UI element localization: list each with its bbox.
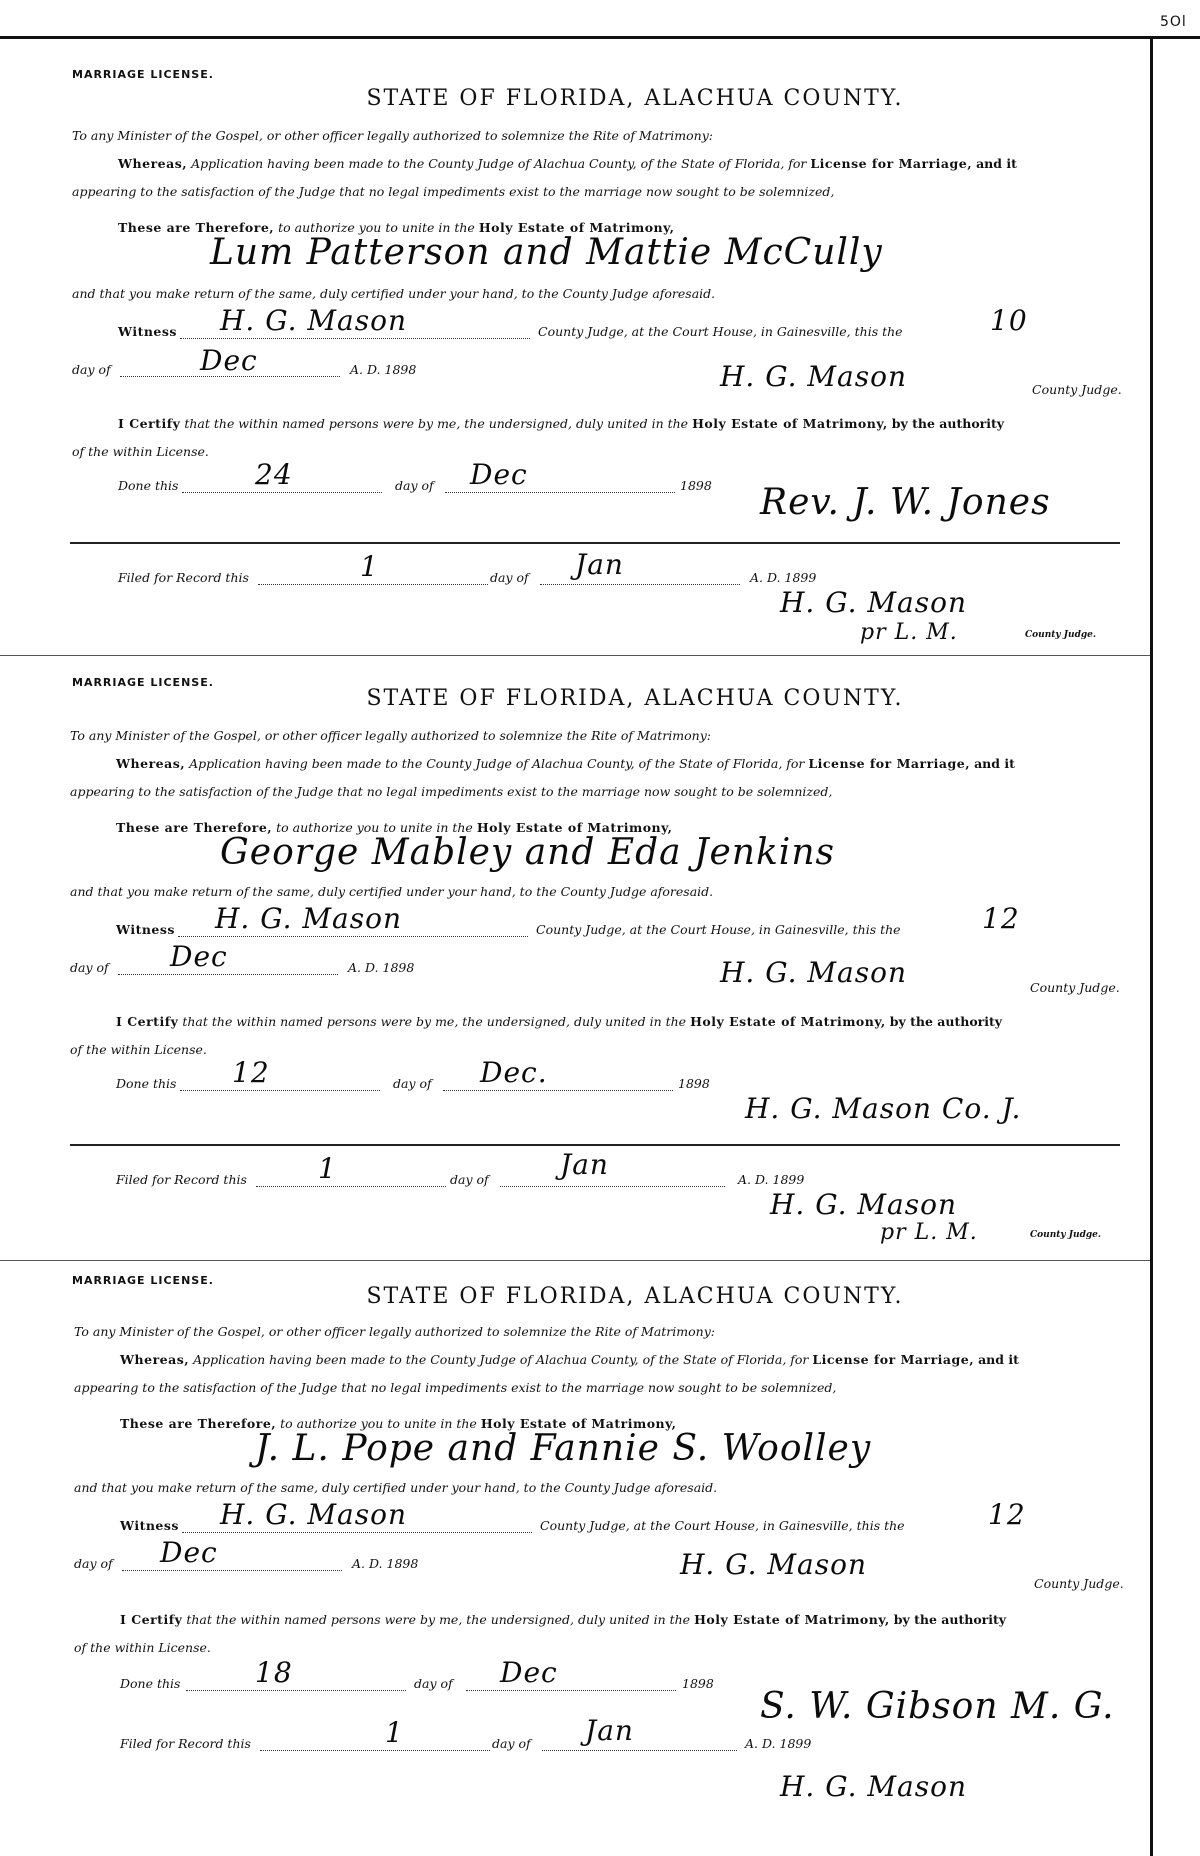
officiant-signature: S. W. Gibson M. G. [760, 1686, 1115, 1727]
license-divider [0, 1260, 1150, 1261]
filed-signature-initials: pr L. M. [880, 1220, 978, 1245]
to-minister-line: To any Minister of the Gospel, or other officer legally authorized to solemnize the Rite of Matrimony: [72, 128, 713, 143]
officiant-signature: H. G. Mason Co. J. [745, 1092, 1022, 1125]
witness-label: Witness [116, 922, 175, 937]
witness-signature: H. G. Mason [215, 902, 403, 935]
return-line: and that you make return of the same, duly certified under your hand, to the County Judge aforesaid. [72, 286, 716, 301]
done-year: 1898 [680, 478, 712, 493]
marriage-license-label: MARRIAGE LICENSE. [72, 676, 214, 689]
witness-dotted-line [180, 338, 530, 339]
marriage-license-label: MARRIAGE LICENSE. [72, 1274, 214, 1287]
corner-mark: 5Ol [1160, 14, 1187, 30]
day-of-label: day of [74, 1556, 113, 1571]
filed-signature: H. G. Mason [770, 1188, 958, 1221]
county-judge-label: County Judge. [1034, 1576, 1124, 1591]
done-day-of-label: day of [414, 1676, 453, 1691]
done-day-dotted-line [182, 492, 382, 493]
ad-year: A. D. 1898 [348, 960, 415, 975]
filed-month: Jan [575, 548, 624, 581]
filed-signature: H. G. Mason [780, 1770, 968, 1803]
filed-signature-initials: pr L. M. [860, 620, 958, 645]
these-are-line: These are Therefore, to authorize you to unite in the Holy Estate of Matrimony, [118, 220, 675, 235]
license-heading: STATE OF FLORIDA, ALACHUA COUNTY. [366, 86, 904, 111]
return-line: and that you make return of the same, duly certified under your hand, to the County Judge aforesaid. [70, 884, 714, 899]
these-are-line: These are Therefore, to authorize you to unite in the Holy Estate of Matrimony, [116, 820, 673, 835]
marriage-license-3 [0, 1262, 1150, 1856]
return-line: and that you make return of the same, duly certified under your hand, to the County Judge aforesaid. [74, 1480, 718, 1495]
witness-dotted-line [178, 936, 528, 937]
done-day-of-label: day of [395, 478, 434, 493]
county-judge-court-text: County Judge, at the Court House, in Gainesville, this the [538, 324, 903, 339]
license-heading: STATE OF FLORIDA, ALACHUA COUNTY. [366, 1284, 904, 1309]
filed-month-dotted-line [500, 1186, 725, 1187]
couple-names: George Mabley and Eda Jenkins [220, 832, 835, 873]
license-divider [0, 655, 1150, 656]
filed-for-record-label: Filed for Record this [118, 570, 249, 585]
month-value: Dec [160, 1536, 218, 1569]
county-judge-court-text: County Judge, at the Court House, in Gainesville, this the [540, 1518, 905, 1533]
filed-ad-year: A. D. 1899 [745, 1736, 812, 1751]
judge-signature: H. G. Mason [720, 956, 908, 989]
witness-label: Witness [118, 324, 177, 339]
month-dotted-line [120, 376, 340, 377]
of-within-line: of the within License. [72, 444, 209, 459]
filed-day-dotted-line [256, 1186, 446, 1187]
ad-year: A. D. 1898 [350, 362, 417, 377]
judge-signature: H. G. Mason [680, 1548, 868, 1581]
done-year: 1898 [682, 1676, 714, 1691]
witness-label: Witness [120, 1518, 179, 1533]
license-heading: STATE OF FLORIDA, ALACHUA COUNTY. [366, 686, 904, 711]
appearing-line: appearing to the satisfaction of the Judge that no legal impediments exist to the marriage now sought to be solemnized, [74, 1380, 837, 1395]
couple-names: Lum Patterson and Mattie McCully [210, 232, 883, 273]
filed-month: Jan [560, 1148, 609, 1181]
page-right-border [1150, 36, 1153, 1856]
filed-day-dotted-line [260, 1750, 490, 1751]
filed-ad-year: A. D. 1899 [738, 1172, 805, 1187]
of-within-line: of the within License. [70, 1042, 207, 1057]
couple-names: J. L. Pope and Fannie S. Woolley [255, 1428, 872, 1469]
day-number: 12 [982, 902, 1020, 935]
month-dotted-line [118, 974, 338, 975]
month-dotted-line [122, 1570, 342, 1571]
done-month: Dec [470, 458, 528, 491]
county-judge-label: County Judge. [1032, 382, 1122, 397]
month-value: Dec [200, 344, 258, 377]
filed-day-of-label: day of [492, 1736, 531, 1751]
done-month-dotted-line [466, 1690, 676, 1691]
done-day-of-label: day of [393, 1076, 432, 1091]
whereas-line: Whereas, Application having been made to the County Judge of Alachua County, of the State of Florida, for License for Marriage, and it [116, 756, 1015, 771]
marriage-license-label: MARRIAGE LICENSE. [72, 68, 214, 81]
certify-line: I Certify that the within named persons were by me, the undersigned, duly united in the Holy Estate of Matrimony, by the authority [116, 1014, 1003, 1029]
done-year: 1898 [678, 1076, 710, 1091]
done-this-label: Done this [118, 478, 179, 493]
day-of-label: day of [70, 960, 109, 975]
month-value: Dec [170, 940, 228, 973]
done-this-label: Done this [116, 1076, 177, 1091]
filed-signature: H. G. Mason [780, 586, 968, 619]
filed-month-dotted-line [542, 1750, 737, 1751]
whereas-line: Whereas, Application having been made to the County Judge of Alachua County, of the State of Florida, for License for Marriage, and it [120, 1352, 1019, 1367]
these-are-line: These are Therefore, to authorize you to unite in the Holy Estate of Matrimony, [120, 1416, 677, 1431]
filed-separator [70, 542, 1120, 544]
certify-line: I Certify that the within named persons were by me, the undersigned, duly united in the Holy Estate of Matrimony, by the authority [120, 1612, 1007, 1627]
officiant-signature: Rev. J. W. Jones [760, 482, 1051, 523]
filed-day: 1 [360, 550, 379, 583]
done-day: 18 [255, 1656, 293, 1689]
appearing-line: appearing to the satisfaction of the Judge that no legal impediments exist to the marriage now sought to be solemnized, [70, 784, 833, 799]
page-top-border [0, 36, 1200, 39]
filed-day: 1 [385, 1716, 404, 1749]
done-month: Dec. [480, 1056, 548, 1089]
done-day-dotted-line [180, 1090, 380, 1091]
day-number: 10 [990, 304, 1028, 337]
filed-month: Jan [585, 1714, 634, 1747]
filed-separator [70, 1144, 1120, 1146]
witness-dotted-line [182, 1532, 532, 1533]
filed-day-of-label: day of [490, 570, 529, 585]
appearing-line: appearing to the satisfaction of the Judge that no legal impediments exist to the marriage now sought to be solemnized, [72, 184, 835, 199]
to-minister-line: To any Minister of the Gospel, or other officer legally authorized to solemnize the Rite of Matrimony: [74, 1324, 715, 1339]
county-judge-court-text: County Judge, at the Court House, in Gainesville, this the [536, 922, 901, 937]
day-number: 12 [988, 1498, 1026, 1531]
filed-for-record-label: Filed for Record this [116, 1172, 247, 1187]
filed-for-record-label: Filed for Record this [120, 1736, 251, 1751]
filed-day-dotted-line [258, 584, 488, 585]
filed-month-dotted-line [540, 584, 740, 585]
county-judge-label: County Judge. [1030, 980, 1120, 995]
filed-ad-year: A. D. 1899 [750, 570, 817, 585]
done-day: 12 [232, 1056, 270, 1089]
judge-signature: H. G. Mason [720, 360, 908, 393]
witness-signature: H. G. Mason [220, 304, 408, 337]
filed-day: 1 [318, 1152, 337, 1185]
done-day-dotted-line [186, 1690, 406, 1691]
witness-signature: H. G. Mason [220, 1498, 408, 1531]
marriage-license-2 [0, 658, 1150, 1258]
filed-day-of-label: day of [450, 1172, 489, 1187]
done-month-dotted-line [443, 1090, 673, 1091]
done-month-dotted-line [445, 492, 675, 493]
ad-year: A. D. 1898 [352, 1556, 419, 1571]
filed-county-judge-label: County Judge. [1030, 1230, 1102, 1240]
certify-line: I Certify that the within named persons were by me, the undersigned, duly united in the Holy Estate of Matrimony, by the authority [118, 416, 1005, 431]
done-this-label: Done this [120, 1676, 181, 1691]
of-within-line: of the within License. [74, 1640, 211, 1655]
marriage-license-1 [0, 42, 1150, 652]
filed-county-judge-label: County Judge. [1025, 630, 1097, 640]
to-minister-line: To any Minister of the Gospel, or other officer legally authorized to solemnize the Rite of Matrimony: [70, 728, 711, 743]
done-month: Dec [500, 1656, 558, 1689]
day-of-label: day of [72, 362, 111, 377]
whereas-line: Whereas, Application having been made to the County Judge of Alachua County, of the State of Florida, for License for Marriage, and it [118, 156, 1017, 171]
done-day: 24 [255, 458, 293, 491]
